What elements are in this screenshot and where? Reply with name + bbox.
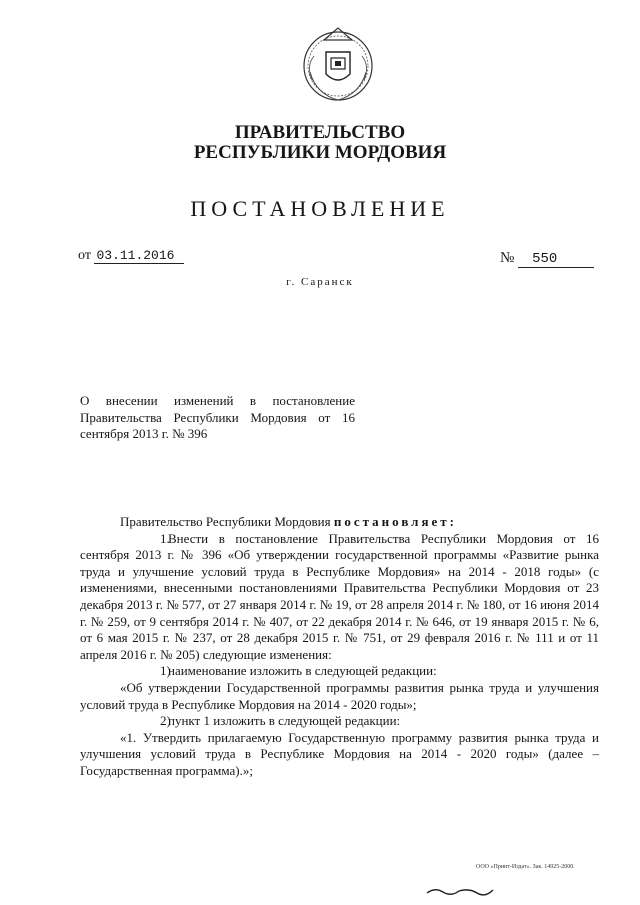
item-1-number: 1. <box>160 530 170 546</box>
item-1-text: Внести в постановление Правительства Республики Мордовия от 16 сентября 2013 г. № 396 «Об утверждении государственной программы «Развитие рынка труда и улучшение условий труда в Республике Мордовия» на 2014 - 2018 годы» (с изменениями, внесенными постановлениями Правительства Республики Мордовия от 23 декабря 2013 г. № 577, от 27 января 2014 г. № 19, от 28 апреля 2014 г. № 180, от 16 июня 2014 г. № 259, от 9 сентября 2014 г. № 407, от 22 декабря 2014 г. № 646, от 19 января 2015 г. № 6, от 6 мая 2015 г. № 237, от 28 декабря 2015 г. № 751, от 29 февраля 2016 г. № 111 и от 11 апреля 2016 г. № 205) следующие изменения: <box>80 530 599 662</box>
subitem-1-number: 1) <box>160 663 171 679</box>
subitem-2-text: пункт 1 изложить в следующей редакции: <box>168 713 401 729</box>
number-line <box>500 250 594 268</box>
intro-verb: постановляет: <box>333 514 457 529</box>
intro-paragraph <box>80 514 599 531</box>
government-title-line2: РЕСПУБЛИКИ МОРДОВИЯ <box>193 142 447 163</box>
document-type-title: ПОСТАНОВЛЕНИЕ <box>190 196 450 221</box>
subitem-2-number: 2) <box>160 713 171 729</box>
document-date: 03.11.2016 <box>94 248 184 264</box>
subitem-1-text: наименование изложить в следующей редакции: <box>168 663 437 679</box>
subitem-1-quote: «Об утверждении Государственной программы развития рынка труда и улучшения условий труда в Республике Мордовия на 2014 - 2020 годы»; <box>80 679 599 712</box>
subitem-2-quote: «1. Утвердить прилагаемую Государственную программу развития рынка труда и улучшения условий труда в Республике Мордовия на 2014 - 2020 годы» (далее – Государственная программа).»; <box>80 729 599 778</box>
document-body <box>80 514 599 780</box>
intro-text: Правительство Республики Мордовия <box>120 514 334 529</box>
date-line <box>78 248 184 264</box>
number-prefix: № <box>500 250 515 266</box>
city-line: г. Саранск <box>286 276 354 288</box>
government-title-line1: ПРАВИТЕЛЬСТВО <box>234 122 406 143</box>
scan-mark <box>425 885 495 897</box>
subitem-1-paragraph <box>80 663 599 680</box>
coat-of-arms-emblem <box>296 22 380 106</box>
date-prefix: от <box>78 248 91 263</box>
document-number: 550 <box>518 251 594 268</box>
document-subject: О внесении изменений в постановление Правительства Республики Мордовия от 16 сентября 2013 г. № 396 <box>80 393 355 441</box>
item-1-paragraph <box>80 531 599 664</box>
subitem-2-paragraph <box>80 713 599 730</box>
printer-imprint: ООО «Принт-Издат». Зак. 14925-2000. <box>476 864 575 870</box>
